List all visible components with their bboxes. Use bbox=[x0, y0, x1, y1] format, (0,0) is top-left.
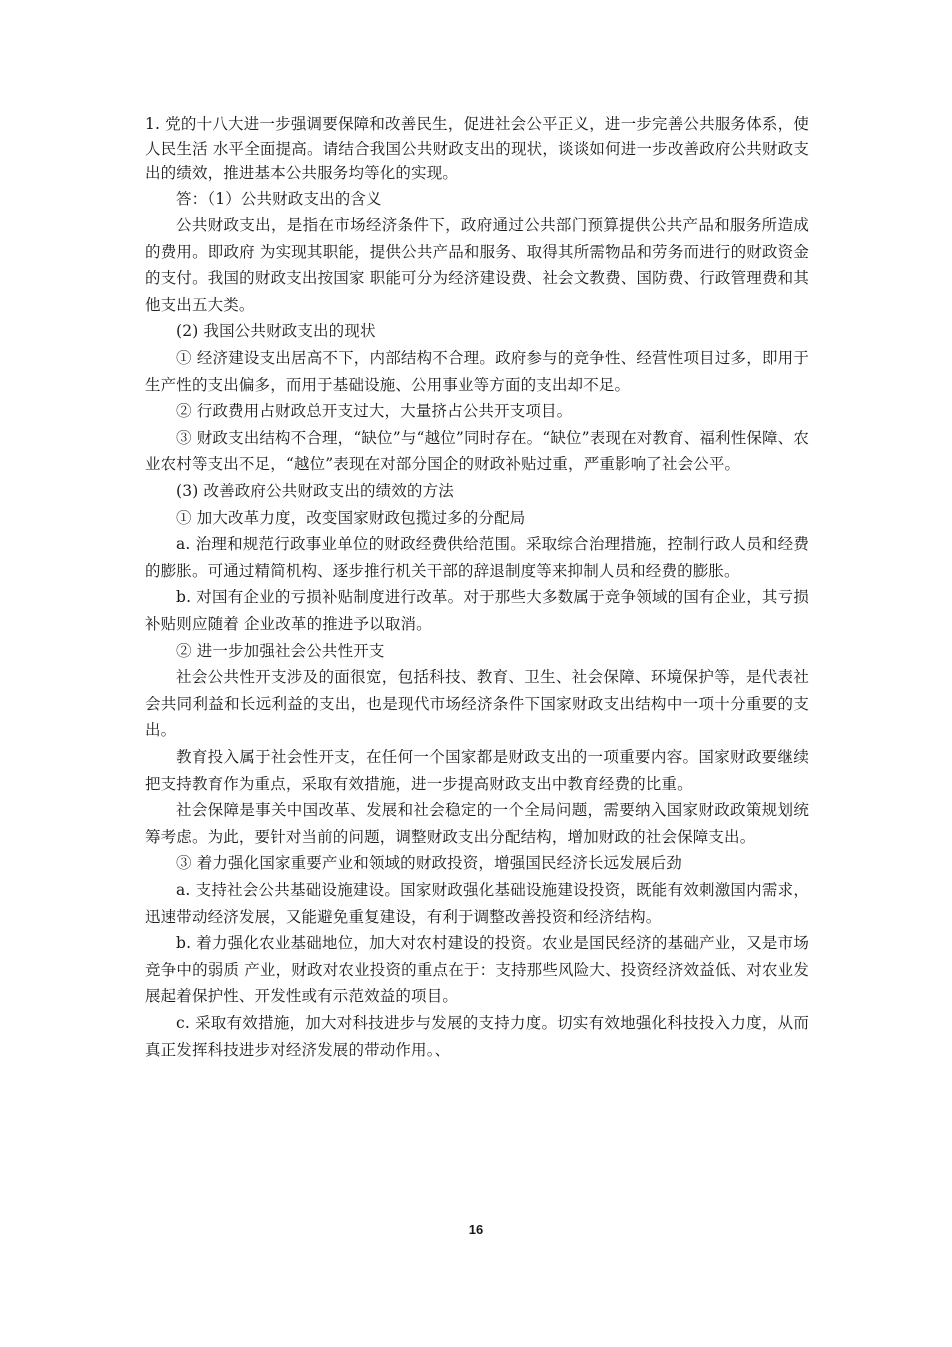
body-paragraph: 公共财政支出，是指在市场经济条件下，政府通过公共部门预算提供公共产品和服务所造成的费用。即政府 为实现其职能，提供公共产品和服务、取得其所需物品和劳务而进行的财政资金的支付。我国的财政支出按国家 职能可分为经济建设费、社会文教费、国防费、行政管理费和其他支出五大类。 bbox=[145, 216, 809, 314]
list-item: ② 行政费用占财政总开支过大，大量挤占公共开支项目。 bbox=[176, 402, 573, 421]
body-paragraph: 社会公共性开支涉及的面很宽，包括科技、教育、卫生、社会保障、环境保护等，是代表社会共同利益和长远利益的支出，也是现代市场经济条件下国家财政支出结构中一项十分重要的支出。 bbox=[145, 668, 809, 740]
sub-list-item: a. 支持社会公共基础设施建设。国家财政强化基础设施建设投资，既能有效刺激国内需求，迅速带动经济发展，又能避免重复建设，有利于调整改善投资和经济结构。 bbox=[145, 880, 809, 926]
body-paragraph: 社会保障是事关中国改革、发展和社会稳定的一个全局问题，需要纳入国家财政政策规划统筹考虑。为此，要针对当前的问题，调整财政支出分配结构，增加财政的社会保障支出。 bbox=[145, 801, 809, 846]
list-item: ② 进一步加强社会公共性开支 bbox=[176, 641, 385, 660]
sub-list-item: c. 采取有效措施，加大对科技进步与发展的支持力度。切实有效地强化科技投入力度，从而真正发挥科技进步对经济发展的带动作用。、 bbox=[145, 1013, 809, 1059]
section-heading: (2) 我国公共财政支出的现状 bbox=[176, 322, 376, 341]
list-item: ① 加大改革力度，改变国家财政包揽过多的分配局 bbox=[176, 508, 526, 527]
sub-list-item: b. 着力强化农业基础地位，加大对农村建设的投资。农业是国民经济的基础产业，又是市场竞争中的弱质 产业，财政对农业投资的重点在于：支持那些风险大、投资经济效益低、对农业发展起着保护性、开发性或有示范效益的项目。 bbox=[145, 934, 809, 1006]
answer-heading: 答：（1）公共财政支出的含义 bbox=[176, 189, 382, 208]
sub-list-item: a. 治理和规范行政事业单位的财政经费供给范围。采取综合治理措施，控制行政人员和经费的膨胀。可通过精简机构、逐步推行机关干部的辞退制度等来抑制人员和经费的膨胀。 bbox=[145, 535, 809, 580]
document-body bbox=[145, 112, 809, 1063]
section-heading: (3) 改善政府公共财政支出的绩效的方法 bbox=[176, 482, 454, 501]
sub-list-item: b. 对国有企业的亏损补贴制度进行改革。对于那些大多数属于竞争领域的国有企业，其亏损补贴则应随着 企业改革的推进予以取消。 bbox=[145, 588, 809, 633]
body-paragraph: 教育投入属于社会性开支，在任何一个国家都是财政支出的一项重要内容。国家财政要继续把支持教育作为重点，采取有效措施，进一步提高财政支出中教育经费的比重。 bbox=[145, 747, 809, 793]
page-number: 16 bbox=[468, 1222, 484, 1237]
question-paragraph: 1. 党的十八大进一步强调要保障和改善民生，促进社会公平正义，进一步完善公共服务体系，使人民生活 水平全面提高。请结合我国公共财政支出的现状，谈谈如何进一步改善政府公共财政支出的绩效，推进基本公共服务均等化的实现。 bbox=[145, 115, 809, 182]
list-item: ③ 财政支出结构不合理，“缺位”与“越位”同时存在。“缺位”表现在对教育、福利性保障、农业农村等支出不足，“越位”表现在对部分国企的财政补贴过重，严重影响了社会公平。 bbox=[145, 428, 809, 474]
list-item: ① 经济建设支出居高不下，内部结构不合理。政府参与的竞争性、经营性项目过多，即用于生产性的支出偏多，而用于基础设施、公用事业等方面的支出却不足。 bbox=[145, 349, 809, 394]
list-item: ③ 着力强化国家重要产业和领域的财政投资，增强国民经济长远发展后劲 bbox=[176, 854, 682, 873]
